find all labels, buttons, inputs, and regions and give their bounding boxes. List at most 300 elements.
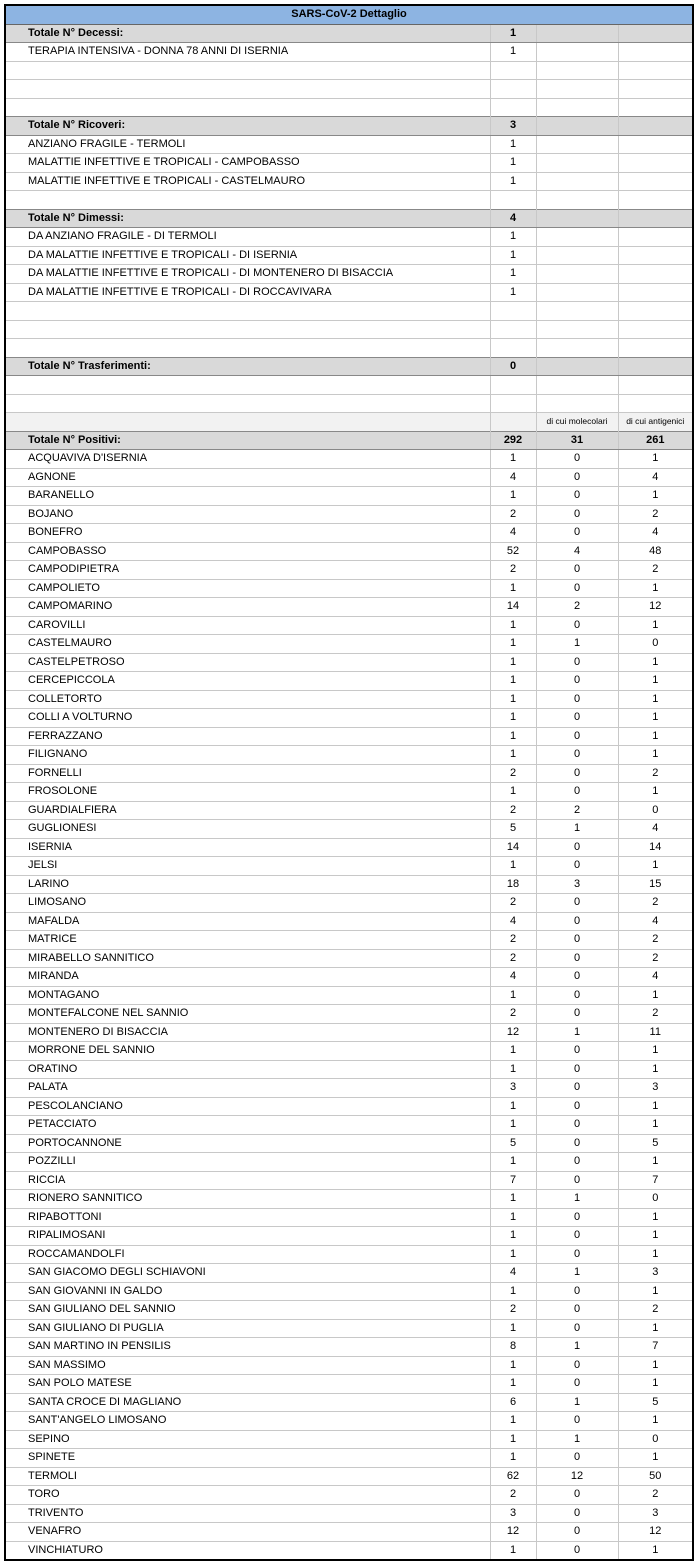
comune-antigenici: 2 <box>618 505 692 524</box>
comune-name: PESCOLANCIANO <box>6 1097 490 1116</box>
comune-name: BOJANO <box>6 505 490 524</box>
comune-total: 1 <box>490 450 536 469</box>
empty-cell <box>618 376 692 395</box>
report-sheet <box>4 4 694 1561</box>
comune-antigenici: 7 <box>618 1171 692 1190</box>
comune-antigenici: 1 <box>618 653 692 672</box>
dimessi-item-label: DA ANZIANO FRAGILE - DI TERMOLI <box>6 228 490 247</box>
positivi-antigenici-total: 261 <box>618 431 692 450</box>
trasferimenti-total-label: Totale N° Trasferimenti: <box>6 357 490 376</box>
comune-molecolari: 1 <box>536 1338 618 1357</box>
comune-molecolari: 2 <box>536 801 618 820</box>
comune-row <box>6 801 692 820</box>
comune-name: VINCHIATURO <box>6 1541 490 1559</box>
ricoveri-item-label: MALATTIE INFETTIVE E TROPICALI - CAMPOBASSO <box>6 154 490 173</box>
comune-molecolari: 1 <box>536 1264 618 1283</box>
comune-row <box>6 1097 692 1116</box>
comune-molecolari: 0 <box>536 1282 618 1301</box>
comune-total: 8 <box>490 1338 536 1357</box>
comune-molecolari: 1 <box>536 820 618 839</box>
comune-row <box>6 653 692 672</box>
empty-cell <box>618 154 692 173</box>
ricoveri-item-value: 1 <box>490 135 536 154</box>
comune-row <box>6 1486 692 1505</box>
comune-row <box>6 820 692 839</box>
comune-molecolari: 0 <box>536 1208 618 1227</box>
empty-cell <box>618 339 692 358</box>
comune-row <box>6 1356 692 1375</box>
comune-row <box>6 764 692 783</box>
comune-molecolari: 0 <box>536 1042 618 1061</box>
comune-row <box>6 616 692 635</box>
decessi-item-label: TERAPIA INTENSIVA - DONNA 78 ANNI DI ISERNIA <box>6 43 490 62</box>
comune-total: 2 <box>490 801 536 820</box>
comune-row <box>6 968 692 987</box>
comune-row <box>6 672 692 691</box>
comune-row <box>6 746 692 765</box>
comune-antigenici: 1 <box>618 986 692 1005</box>
comune-molecolari: 0 <box>536 1486 618 1505</box>
comune-total: 1 <box>490 487 536 506</box>
decessi-total-value: 1 <box>490 24 536 43</box>
dimessi-item-label: DA MALATTIE INFETTIVE E TROPICALI - DI MONTENERO DI BISACCIA <box>6 265 490 284</box>
comune-antigenici: 0 <box>618 1430 692 1449</box>
comune-row <box>6 1338 692 1357</box>
comune-total: 1 <box>490 1116 536 1135</box>
dimessi-item-value: 1 <box>490 228 536 247</box>
title-row <box>6 6 692 24</box>
comune-molecolari: 0 <box>536 1116 618 1135</box>
molecolari-header: di cui molecolari <box>536 413 618 432</box>
comune-molecolari: 0 <box>536 1412 618 1431</box>
comune-antigenici: 2 <box>618 764 692 783</box>
comune-total: 1 <box>490 1319 536 1338</box>
comune-total: 1 <box>490 1060 536 1079</box>
empty-cell <box>618 24 692 43</box>
empty-cell <box>536 61 618 80</box>
comune-name: GUGLIONESI <box>6 820 490 839</box>
comune-name: TORO <box>6 1486 490 1505</box>
comune-row <box>6 1171 692 1190</box>
comune-name: MIRANDA <box>6 968 490 987</box>
comune-molecolari: 0 <box>536 949 618 968</box>
comune-molecolari: 1 <box>536 1393 618 1412</box>
comune-molecolari: 0 <box>536 1541 618 1559</box>
comune-row <box>6 1134 692 1153</box>
comune-name: MORRONE DEL SANNIO <box>6 1042 490 1061</box>
comune-total: 1 <box>490 1208 536 1227</box>
comune-row <box>6 1116 692 1135</box>
empty-cell <box>536 228 618 247</box>
positivi-total-label: Totale N° Positivi: <box>6 431 490 450</box>
report-title: SARS-CoV-2 Dettaglio <box>6 6 692 24</box>
comune-total: 4 <box>490 468 536 487</box>
comune-molecolari: 0 <box>536 857 618 876</box>
comune-row <box>6 912 692 931</box>
comune-molecolari: 0 <box>536 1171 618 1190</box>
comune-row <box>6 1060 692 1079</box>
comune-total: 2 <box>490 764 536 783</box>
comune-antigenici: 0 <box>618 801 692 820</box>
comune-total: 1 <box>490 1042 536 1061</box>
comune-total: 4 <box>490 524 536 543</box>
comune-molecolari: 0 <box>536 1375 618 1394</box>
empty-cell <box>536 265 618 284</box>
comune-antigenici: 4 <box>618 968 692 987</box>
comune-row <box>6 1430 692 1449</box>
comune-total: 1 <box>490 1430 536 1449</box>
comune-total: 1 <box>490 1227 536 1246</box>
comune-molecolari: 3 <box>536 875 618 894</box>
empty-cell <box>6 191 490 210</box>
empty-cell <box>536 117 618 136</box>
comune-name: ORATINO <box>6 1060 490 1079</box>
positivi-molecolari-total: 31 <box>536 431 618 450</box>
trasferimenti-total-value: 0 <box>490 357 536 376</box>
comune-antigenici: 2 <box>618 1301 692 1320</box>
comune-antigenici: 1 <box>618 1042 692 1061</box>
comune-name: GUARDIALFIERA <box>6 801 490 820</box>
comune-molecolari: 0 <box>536 1005 618 1024</box>
comune-molecolari: 0 <box>536 912 618 931</box>
comune-total: 4 <box>490 968 536 987</box>
comune-total: 14 <box>490 598 536 617</box>
empty-cell <box>6 339 490 358</box>
comune-total: 6 <box>490 1393 536 1412</box>
comune-name: SAN GIACOMO DEGLI SCHIAVONI <box>6 1264 490 1283</box>
empty-row <box>6 394 692 413</box>
comune-total: 2 <box>490 931 536 950</box>
comune-antigenici: 1 <box>618 616 692 635</box>
empty-cell <box>618 172 692 191</box>
empty-cell <box>536 283 618 302</box>
empty-cell <box>536 172 618 191</box>
comune-row <box>6 1301 692 1320</box>
comune-name: PETACCIATO <box>6 1116 490 1135</box>
comune-molecolari: 0 <box>536 709 618 728</box>
comune-molecolari: 0 <box>536 746 618 765</box>
comune-molecolari: 0 <box>536 783 618 802</box>
comune-molecolari: 1 <box>536 1430 618 1449</box>
comune-total: 1 <box>490 1541 536 1559</box>
comune-name: ROCCAMANDOLFI <box>6 1245 490 1264</box>
comune-antigenici: 1 <box>618 1097 692 1116</box>
comune-name: ACQUAVIVA D'ISERNIA <box>6 450 490 469</box>
comune-antigenici: 1 <box>618 1541 692 1559</box>
comune-row <box>6 1449 692 1468</box>
comune-antigenici: 1 <box>618 746 692 765</box>
comune-antigenici: 2 <box>618 561 692 580</box>
comune-name: CAMPOLIETO <box>6 579 490 598</box>
comune-antigenici: 2 <box>618 949 692 968</box>
comune-row <box>6 1227 692 1246</box>
dimessi-item-value: 1 <box>490 283 536 302</box>
trasferimenti-total-row <box>6 357 692 376</box>
comune-name: JELSI <box>6 857 490 876</box>
comune-name: LIMOSANO <box>6 894 490 913</box>
comune-antigenici: 1 <box>618 1227 692 1246</box>
empty-cell <box>536 394 618 413</box>
empty-cell <box>6 80 490 99</box>
comune-row <box>6 894 692 913</box>
comune-antigenici: 2 <box>618 1486 692 1505</box>
empty-row <box>6 191 692 210</box>
comune-total: 1 <box>490 857 536 876</box>
comune-row <box>6 857 692 876</box>
empty-row <box>6 376 692 395</box>
positivi-subheader-row <box>6 413 692 432</box>
decessi-item-value: 1 <box>490 43 536 62</box>
comune-row <box>6 1375 692 1394</box>
comune-name: CAMPOBASSO <box>6 542 490 561</box>
comune-row <box>6 1079 692 1098</box>
empty-cell <box>618 117 692 136</box>
comune-antigenici: 7 <box>618 1338 692 1357</box>
comune-name: CASTELMAURO <box>6 635 490 654</box>
comune-name: POZZILLI <box>6 1153 490 1172</box>
comune-total: 1 <box>490 1097 536 1116</box>
comune-name: SEPINO <box>6 1430 490 1449</box>
comune-molecolari: 0 <box>536 1319 618 1338</box>
empty-cell <box>618 246 692 265</box>
comune-molecolari: 0 <box>536 579 618 598</box>
comune-molecolari: 0 <box>536 653 618 672</box>
empty-cell <box>490 376 536 395</box>
comune-antigenici: 1 <box>618 672 692 691</box>
comune-molecolari: 12 <box>536 1467 618 1486</box>
comune-row <box>6 709 692 728</box>
empty-cell <box>536 154 618 173</box>
comune-antigenici: 1 <box>618 690 692 709</box>
empty-cell <box>536 246 618 265</box>
empty-cell <box>536 191 618 210</box>
comune-total: 12 <box>490 1523 536 1542</box>
comune-row <box>6 1541 692 1559</box>
empty-cell <box>618 357 692 376</box>
comune-antigenici: 4 <box>618 468 692 487</box>
comune-total: 1 <box>490 1282 536 1301</box>
comune-row <box>6 487 692 506</box>
comune-total: 1 <box>490 783 536 802</box>
comune-row <box>6 1042 692 1061</box>
dimessi-item-label: DA MALATTIE INFETTIVE E TROPICALI - DI ROCCAVIVARA <box>6 283 490 302</box>
comune-name: BARANELLO <box>6 487 490 506</box>
comune-total: 1 <box>490 1356 536 1375</box>
comune-total: 1 <box>490 635 536 654</box>
comune-name: RIONERO SANNITICO <box>6 1190 490 1209</box>
empty-cell <box>536 339 618 358</box>
comune-name: FERRAZZANO <box>6 727 490 746</box>
comune-name: ISERNIA <box>6 838 490 857</box>
comune-molecolari: 1 <box>536 635 618 654</box>
ricoveri-item-label: ANZIANO FRAGILE - TERMOLI <box>6 135 490 154</box>
comune-name: RICCIA <box>6 1171 490 1190</box>
comune-molecolari: 0 <box>536 1079 618 1098</box>
comune-antigenici: 1 <box>618 487 692 506</box>
decessi-total-row <box>6 24 692 43</box>
ricoveri-total-value: 3 <box>490 117 536 136</box>
empty-row <box>6 61 692 80</box>
comune-molecolari: 0 <box>536 1356 618 1375</box>
ricoveri-item-label: MALATTIE INFETTIVE E TROPICALI - CASTELMAURO <box>6 172 490 191</box>
ricoveri-item-row <box>6 154 692 173</box>
comune-antigenici: 3 <box>618 1264 692 1283</box>
comune-name: FILIGNANO <box>6 746 490 765</box>
comune-name: SAN GIULIANO DI PUGLIA <box>6 1319 490 1338</box>
comune-name: SAN GIULIANO DEL SANNIO <box>6 1301 490 1320</box>
positivi-total-row <box>6 431 692 450</box>
empty-cell <box>490 61 536 80</box>
comune-antigenici: 15 <box>618 875 692 894</box>
comune-total: 3 <box>490 1504 536 1523</box>
comune-antigenici: 12 <box>618 598 692 617</box>
comune-total: 1 <box>490 709 536 728</box>
empty-cell <box>618 265 692 284</box>
empty-cell <box>618 191 692 210</box>
comune-row <box>6 1208 692 1227</box>
comune-antigenici: 1 <box>618 450 692 469</box>
empty-cell <box>6 302 490 321</box>
comune-total: 3 <box>490 1079 536 1098</box>
report-table <box>6 6 692 1559</box>
comune-total: 1 <box>490 653 536 672</box>
comune-molecolari: 0 <box>536 1504 618 1523</box>
empty-cell <box>618 209 692 228</box>
comune-name: MAFALDA <box>6 912 490 931</box>
comune-row <box>6 875 692 894</box>
comune-total: 1 <box>490 746 536 765</box>
empty-cell <box>6 320 490 339</box>
empty-cell <box>618 394 692 413</box>
comune-name: RIPALIMOSANI <box>6 1227 490 1246</box>
comune-molecolari: 1 <box>536 1190 618 1209</box>
comune-total: 1 <box>490 1190 536 1209</box>
comune-antigenici: 1 <box>618 1153 692 1172</box>
empty-cell <box>536 98 618 117</box>
comune-antigenici: 48 <box>618 542 692 561</box>
empty-cell <box>490 320 536 339</box>
comune-name: VENAFRO <box>6 1523 490 1542</box>
comune-antigenici: 1 <box>618 1449 692 1468</box>
empty-cell <box>6 376 490 395</box>
comune-row <box>6 1467 692 1486</box>
comune-molecolari: 0 <box>536 894 618 913</box>
comune-row <box>6 783 692 802</box>
comune-antigenici: 1 <box>618 1319 692 1338</box>
empty-cell <box>490 339 536 358</box>
comune-total: 14 <box>490 838 536 857</box>
comune-antigenici: 1 <box>618 1412 692 1431</box>
comune-molecolari: 0 <box>536 1301 618 1320</box>
comune-row <box>6 986 692 1005</box>
comune-name: COLLI A VOLTURNO <box>6 709 490 728</box>
empty-cell <box>6 98 490 117</box>
comune-row <box>6 561 692 580</box>
empty-cell <box>6 394 490 413</box>
decessi-total-label: Totale N° Decessi: <box>6 24 490 43</box>
comune-row <box>6 1412 692 1431</box>
comune-name: RIPABOTTONI <box>6 1208 490 1227</box>
comune-molecolari: 0 <box>536 1134 618 1153</box>
comune-row <box>6 524 692 543</box>
empty-cell <box>490 413 536 432</box>
comune-antigenici: 1 <box>618 783 692 802</box>
comune-total: 1 <box>490 1245 536 1264</box>
ricoveri-item-value: 1 <box>490 154 536 173</box>
empty-cell <box>618 135 692 154</box>
comune-molecolari: 0 <box>536 1523 618 1542</box>
comune-molecolari: 0 <box>536 561 618 580</box>
comune-antigenici: 1 <box>618 1245 692 1264</box>
comune-molecolari: 1 <box>536 1023 618 1042</box>
comune-row <box>6 949 692 968</box>
comune-antigenici: 4 <box>618 820 692 839</box>
comune-total: 1 <box>490 690 536 709</box>
comune-name: TRIVENTO <box>6 1504 490 1523</box>
empty-cell <box>6 61 490 80</box>
comune-row <box>6 1393 692 1412</box>
dimessi-item-row <box>6 246 692 265</box>
comune-antigenici: 1 <box>618 1060 692 1079</box>
comune-antigenici: 0 <box>618 635 692 654</box>
comune-antigenici: 2 <box>618 894 692 913</box>
comune-total: 4 <box>490 912 536 931</box>
comune-row <box>6 598 692 617</box>
comune-total: 1 <box>490 579 536 598</box>
comune-name: CASTELPETROSO <box>6 653 490 672</box>
comune-molecolari: 0 <box>536 690 618 709</box>
comune-molecolari: 2 <box>536 598 618 617</box>
comune-name: SAN GIOVANNI IN GALDO <box>6 1282 490 1301</box>
comune-name: LARINO <box>6 875 490 894</box>
comune-total: 5 <box>490 820 536 839</box>
comune-molecolari: 0 <box>536 616 618 635</box>
comune-antigenici: 1 <box>618 857 692 876</box>
comune-molecolari: 0 <box>536 931 618 950</box>
comune-total: 1 <box>490 1412 536 1431</box>
comune-row <box>6 635 692 654</box>
ricoveri-item-row <box>6 172 692 191</box>
comune-row <box>6 838 692 857</box>
comune-total: 2 <box>490 1486 536 1505</box>
empty-cell <box>490 191 536 210</box>
comune-total: 1 <box>490 1449 536 1468</box>
ricoveri-total-row <box>6 117 692 136</box>
comune-name: FORNELLI <box>6 764 490 783</box>
comune-antigenici: 1 <box>618 1116 692 1135</box>
comune-antigenici: 5 <box>618 1393 692 1412</box>
ricoveri-item-value: 1 <box>490 172 536 191</box>
comune-name: PORTOCANNONE <box>6 1134 490 1153</box>
empty-cell <box>536 209 618 228</box>
comune-total: 2 <box>490 1301 536 1320</box>
ricoveri-total-label: Totale N° Ricoveri: <box>6 117 490 136</box>
empty-cell <box>618 80 692 99</box>
dimessi-total-label: Totale N° Dimessi: <box>6 209 490 228</box>
comune-row <box>6 1504 692 1523</box>
comune-antigenici: 1 <box>618 579 692 598</box>
comune-molecolari: 0 <box>536 727 618 746</box>
comune-molecolari: 0 <box>536 986 618 1005</box>
comune-total: 5 <box>490 1134 536 1153</box>
comune-row <box>6 1264 692 1283</box>
empty-row <box>6 302 692 321</box>
comune-total: 1 <box>490 986 536 1005</box>
empty-cell <box>618 228 692 247</box>
empty-row <box>6 320 692 339</box>
dimessi-item-value: 1 <box>490 265 536 284</box>
decessi-item-row <box>6 43 692 62</box>
